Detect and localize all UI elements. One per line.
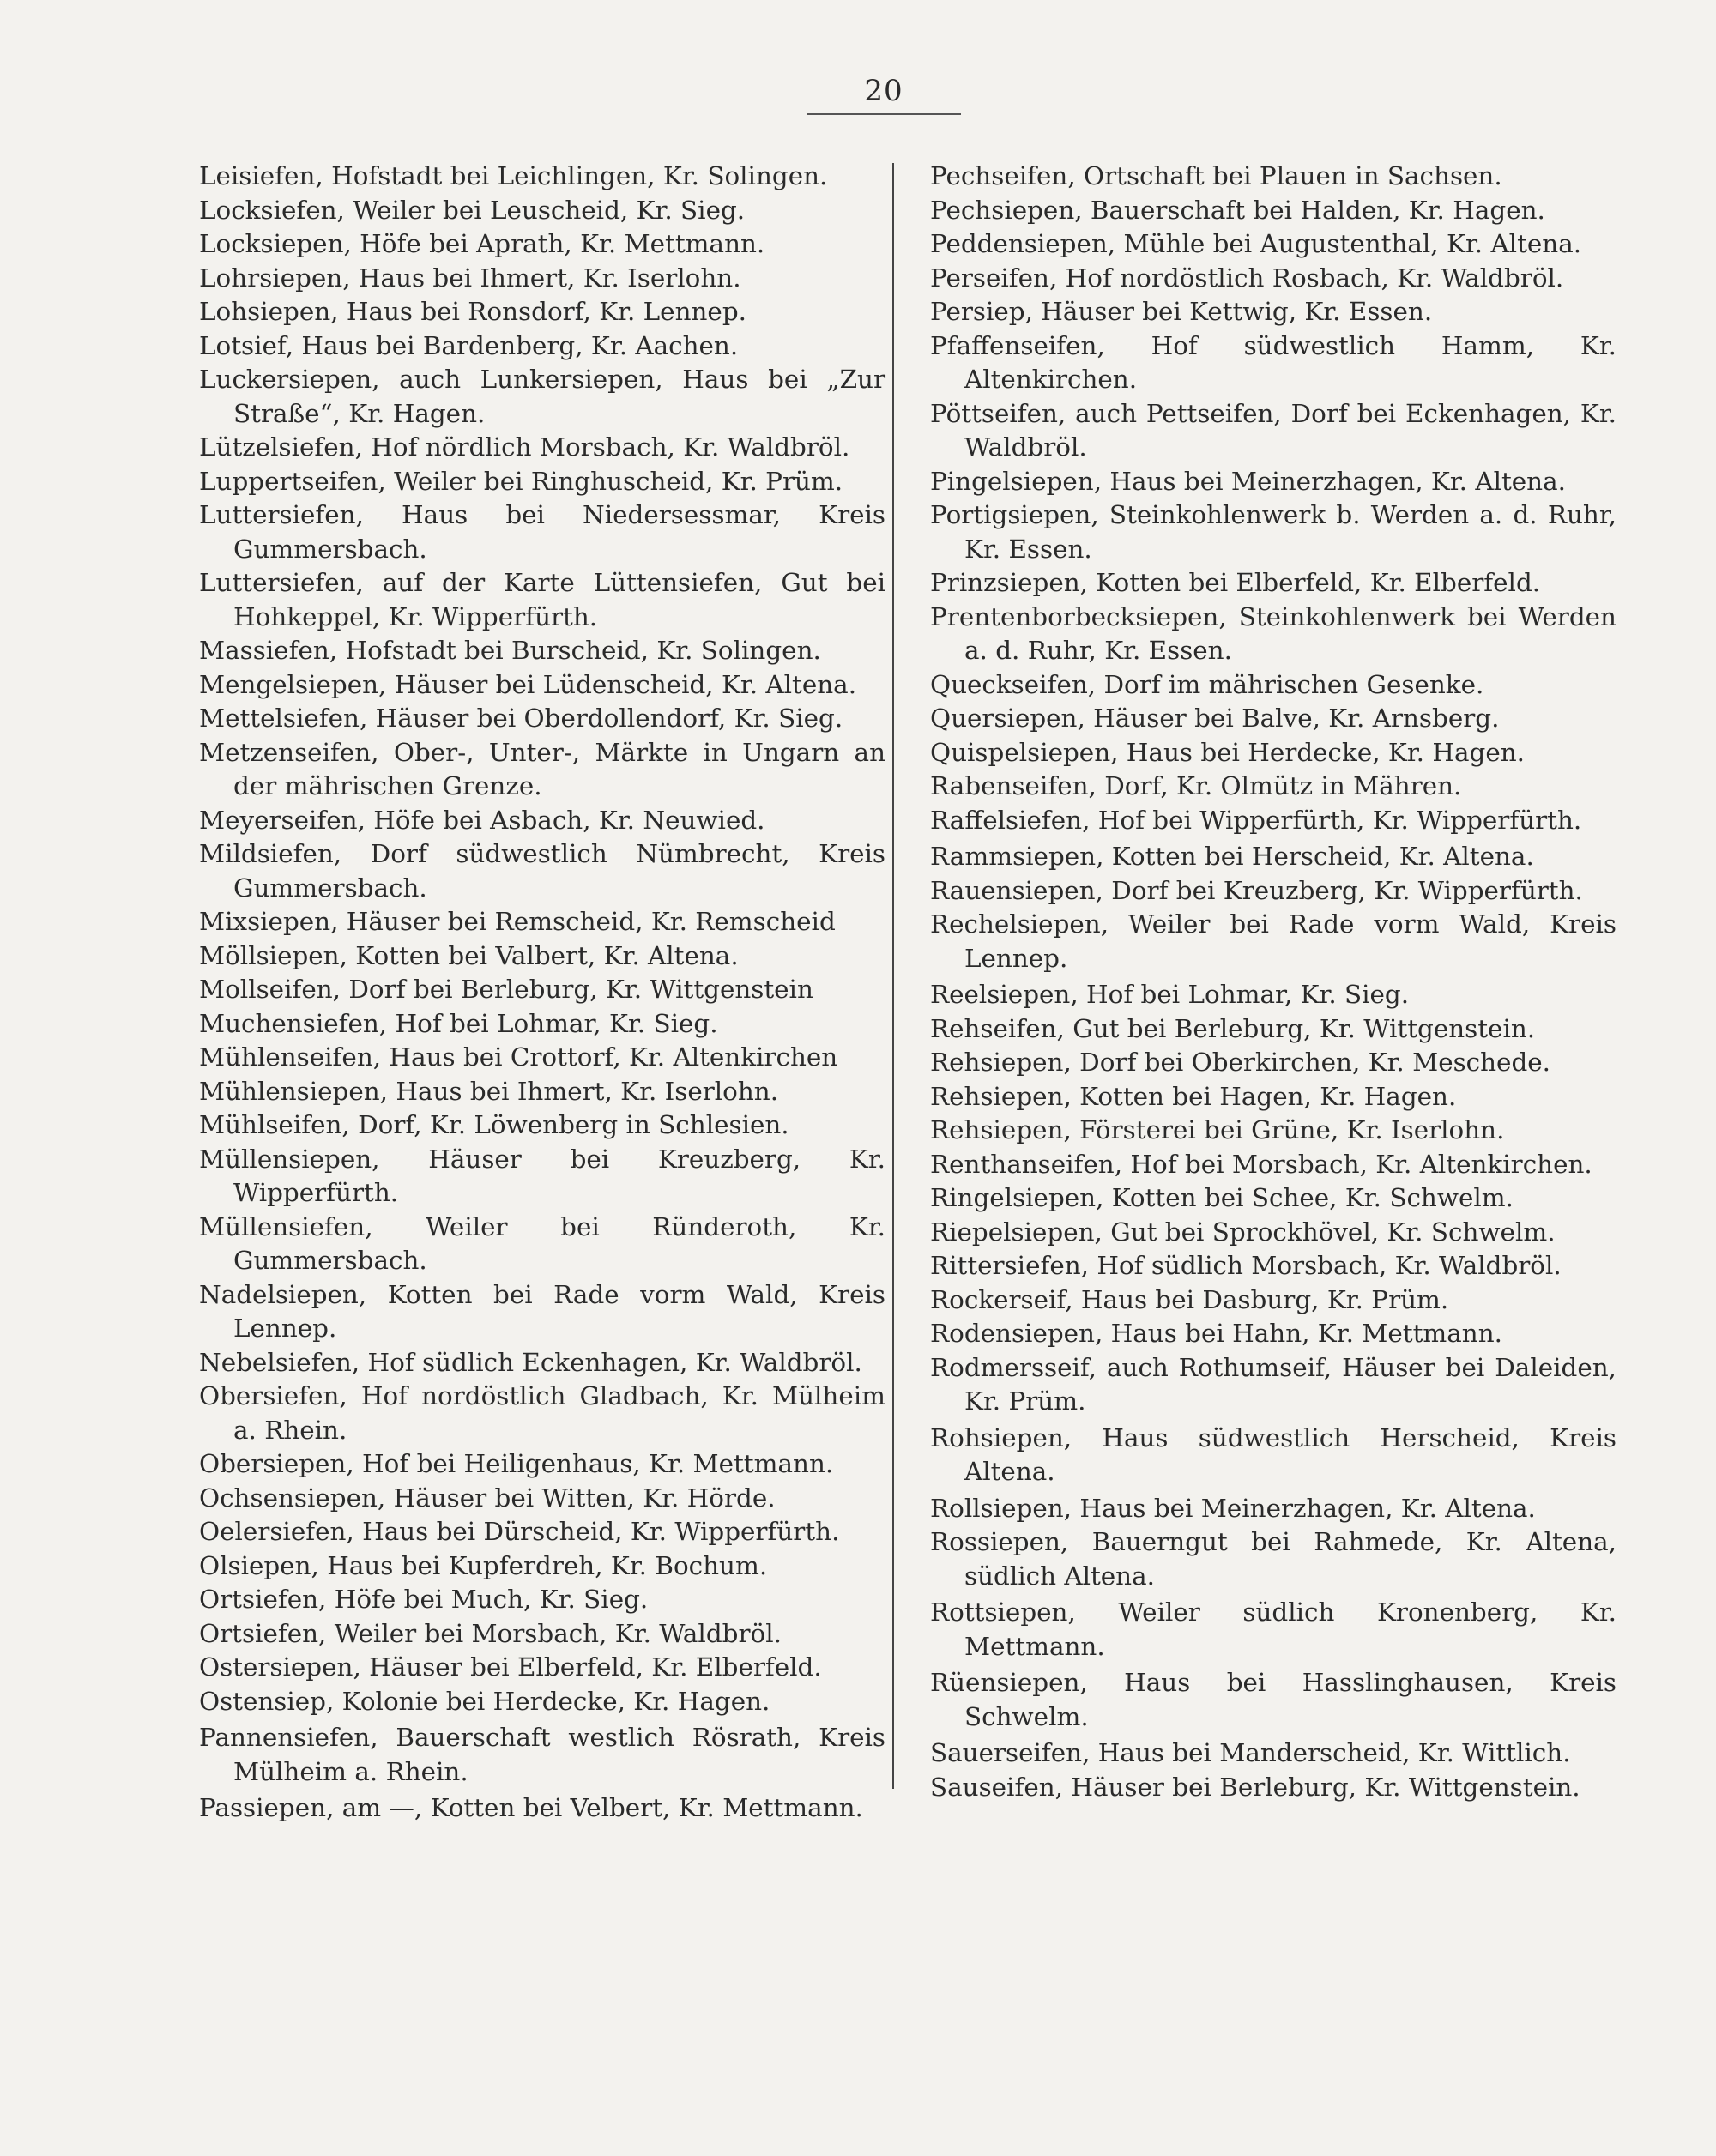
entry: Queckseifen, Dorf im mährischen Gesenke. [930, 669, 1484, 699]
entry: Meyerseifen, Höfe bei Asbach, Kr. Neuwied. [199, 805, 765, 835]
entry: Mühlseifen, Dorf, Kr. Löwenberg in Schlesien. [199, 1110, 789, 1139]
entry: Obersiefen, Hof nordöstlich Gladbach, Kr. Mülheim a. Rhein. [199, 1381, 885, 1445]
entry: Renthanseifen, Hof bei Morsbach, Kr. Altenkirchen. [930, 1149, 1592, 1179]
entry: Persiep, Häuser bei Kettwig, Kr. Essen. [930, 297, 1433, 326]
entry: Rauensiepen, Dorf bei Kreuzberg, Kr. Wipperfürth. [930, 875, 1583, 905]
entry: Möllsiepen, Kotten bei Valbert, Kr. Altena. [199, 940, 739, 970]
entry: Mengelsiepen, Häuser bei Lüdenscheid, Kr. Altena. [199, 669, 857, 699]
entry: Luttersiefen, Haus bei Niedersessmar, Kreis Gummersbach. [199, 500, 885, 564]
entry: Portigsiepen, Steinkohlenwerk b. Werden a. d. Ruhr, Kr. Essen. [930, 500, 1616, 564]
entry: Massiefen, Hofstadt bei Burscheid, Kr. Solingen. [199, 636, 821, 665]
entry: Ostersiepen, Häuser bei Elberfeld, Kr. Elberfeld. [199, 1652, 822, 1682]
entry: Rehsiepen, Dorf bei Oberkirchen, Kr. Meschede. [930, 1048, 1550, 1077]
entry: Sauseifen, Häuser bei Berleburg, Kr. Wittgenstein. [930, 1772, 1580, 1802]
entry: Quersiepen, Häuser bei Balve, Kr. Arnsberg. [930, 704, 1500, 733]
entry: Rockerseif, Haus bei Dasburg, Kr. Prüm. [930, 1284, 1449, 1314]
entry: Sauerseifen, Haus bei Manderscheid, Kr. Wittlich. [930, 1738, 1571, 1767]
entry: Quispelsiepen, Haus bei Herdecke, Kr. Hagen. [930, 737, 1525, 767]
entry: Peddensiepen, Mühle bei Augustenthal, Kr. Altena. [930, 229, 1582, 258]
entry: Luppertseifen, Weiler bei Ringhuscheid, Kr. Prüm. [199, 466, 843, 496]
entry: Oelersiefen, Haus bei Dürscheid, Kr. Wipperfürth. [199, 1517, 840, 1546]
entry: Rodmersseif, auch Rothumseif, Häuser bei Daleiden, Kr. Prüm. [930, 1352, 1616, 1416]
entry: Muchensiefen, Hof bei Lohmar, Kr. Sieg. [199, 1008, 718, 1038]
entry: Mollseifen, Dorf bei Berleburg, Kr. Wittgenstein [199, 975, 813, 1004]
entry: Ortsiefen, Höfe bei Much, Kr. Sieg. [199, 1585, 649, 1614]
entry: Lohrsiepen, Haus bei Ihmert, Kr. Iserlohn. [199, 263, 741, 293]
entry: Rottsiepen, Weiler südlich Kronenberg, Kr. Mettmann. [930, 1597, 1616, 1661]
page-number-rule [807, 113, 961, 115]
entry: Rittersiefen, Hof südlich Morsbach, Kr. Waldbröl. [930, 1251, 1562, 1280]
entry: Mixsiepen, Häuser bei Remscheid, Kr. Remscheid [199, 907, 836, 936]
entry: Ortsiefen, Weiler bei Morsbach, Kr. Waldbröl. [199, 1618, 782, 1648]
entry: Mühlenseifen, Haus bei Crottorf, Kr. Altenkirchen [199, 1042, 838, 1072]
entry: Luttersiefen, auf der Karte Lüttensiefen, Gut bei Hohkeppel, Kr. Wipperfürth. [199, 568, 885, 631]
entry: Ochsensiepen, Häuser bei Witten, Kr. Hörde. [199, 1483, 776, 1513]
entry: Pingelsiepen, Haus bei Meinerzhagen, Kr. Altena. [930, 466, 1566, 496]
right-column [930, 160, 1616, 1804]
entry: Locksiefen, Weiler bei Leuscheid, Kr. Sieg. [199, 195, 746, 225]
entry: Perseifen, Hof nordöstlich Rosbach, Kr. Waldbröl. [930, 263, 1564, 293]
entry: Rehsiepen, Kotten bei Hagen, Kr. Hagen. [930, 1081, 1457, 1111]
entry: Prentenborbecksiepen, Steinkohlenwerk bei Werden a. d. Ruhr, Kr. Essen. [930, 601, 1616, 665]
entry: Reelsiepen, Hof bei Lohmar, Kr. Sieg. [930, 980, 1410, 1009]
entry: Mildsiefen, Dorf südwestlich Nümbrecht, Kreis Gummersbach. [199, 839, 885, 903]
entry: Obersiepen, Hof bei Heiligenhaus, Kr. Mettmann. [199, 1449, 834, 1478]
entry: Pfaffenseifen, Hof südwestlich Hamm, Kr. Altenkirchen. [930, 330, 1616, 394]
entry: Olsiepen, Haus bei Kupferdreh, Kr. Bochum. [199, 1550, 768, 1580]
page-number: 20 [864, 74, 903, 108]
entry: Passiepen, am —, Kotten bei Velbert, Kr. Mettmann. [199, 1793, 863, 1822]
entry: Rechelsiepen, Weiler bei Rade vorm Wald, Kreis Lennep. [930, 909, 1616, 973]
entry: Locksiepen, Höfe bei Aprath, Kr. Mettmann. [199, 229, 765, 258]
entry: Rohsiepen, Haus südwestlich Herscheid, Kreis Altena. [930, 1422, 1616, 1486]
entry: Raffelsiefen, Hof bei Wipperfürth, Kr. Wipperfürth. [930, 805, 1582, 835]
entry: Nadelsiepen, Kotten bei Rade vorm Wald, Kreis Lennep. [199, 1279, 885, 1343]
entry: Mühlensiepen, Haus bei Ihmert, Kr. Iserlohn. [199, 1076, 779, 1106]
entry: Rossiepen, Bauerngut bei Rahmede, Kr. Altena, südlich Altena. [930, 1527, 1616, 1591]
entry: Prinzsiepen, Kotten bei Elberfeld, Kr. Elberfeld. [930, 568, 1541, 597]
entry: Rehsiepen, Försterei bei Grüne, Kr. Iserlohn. [930, 1115, 1505, 1144]
entry: Müllensiepen, Häuser bei Kreuzberg, Kr. Wipperfürth. [199, 1144, 885, 1207]
entry: Pannensiefen, Bauerschaft westlich Rösrath, Kreis Mülheim a. Rhein. [199, 1723, 885, 1786]
entry: Pöttseifen, auch Pettseifen, Dorf bei Eckenhagen, Kr. Waldbröl. [930, 398, 1616, 462]
entry: Leisiefen, Hofstadt bei Leichlingen, Kr. Solingen. [199, 161, 828, 190]
entry: Pechsiepen, Bauerschaft bei Halden, Kr. Hagen. [930, 195, 1545, 225]
entry: Lohsiepen, Haus bei Ronsdorf, Kr. Lennep. [199, 297, 746, 326]
entry: Nebelsiefen, Hof südlich Eckenhagen, Kr. Waldbröl. [199, 1347, 862, 1377]
entry: Lützelsiefen, Hof nördlich Morsbach, Kr. Waldbröl. [199, 432, 850, 462]
entry: Mettelsiefen, Häuser bei Oberdollendorf, Kr. Sieg. [199, 704, 843, 733]
entry: Rammsiepen, Kotten bei Herscheid, Kr. Altena. [930, 842, 1534, 871]
entry: Rüensiepen, Haus bei Hasslinghausen, Kreis Schwelm. [930, 1668, 1616, 1731]
entry: Ringelsiepen, Kotten bei Schee, Kr. Schwelm. [930, 1183, 1514, 1212]
entry: Rabenseifen, Dorf, Kr. Olmütz in Mähren. [930, 771, 1462, 800]
entry: Pechseifen, Ortschaft bei Plauen in Sachsen. [930, 161, 1502, 190]
entry: Rodensiepen, Haus bei Hahn, Kr. Mettmann. [930, 1319, 1502, 1348]
entry: Metzenseifen, Ober-, Unter-, Märkte in Ungarn an der mährischen Grenze. [199, 737, 885, 800]
entry: Rollsiepen, Haus bei Meinerzhagen, Kr. Altena. [930, 1493, 1536, 1523]
entry: Lotsief, Haus bei Bardenberg, Kr. Aachen. [199, 330, 739, 360]
entry: Müllensiefen, Weiler bei Ründeroth, Kr. Gummersbach. [199, 1211, 885, 1275]
column-divider [892, 163, 894, 1789]
entry: Rehseifen, Gut bei Berleburg, Kr. Wittgenstein. [930, 1013, 1536, 1043]
entry: Luckersiepen, auch Lunkersiepen, Haus bei „Zur Straße“, Kr. Hagen. [199, 365, 885, 428]
left-column [199, 160, 885, 1826]
entry: Riepelsiepen, Gut bei Sprockhövel, Kr. Schwelm. [930, 1217, 1556, 1247]
entry: Ostensiep, Kolonie bei Herdecke, Kr. Hagen. [199, 1686, 770, 1716]
